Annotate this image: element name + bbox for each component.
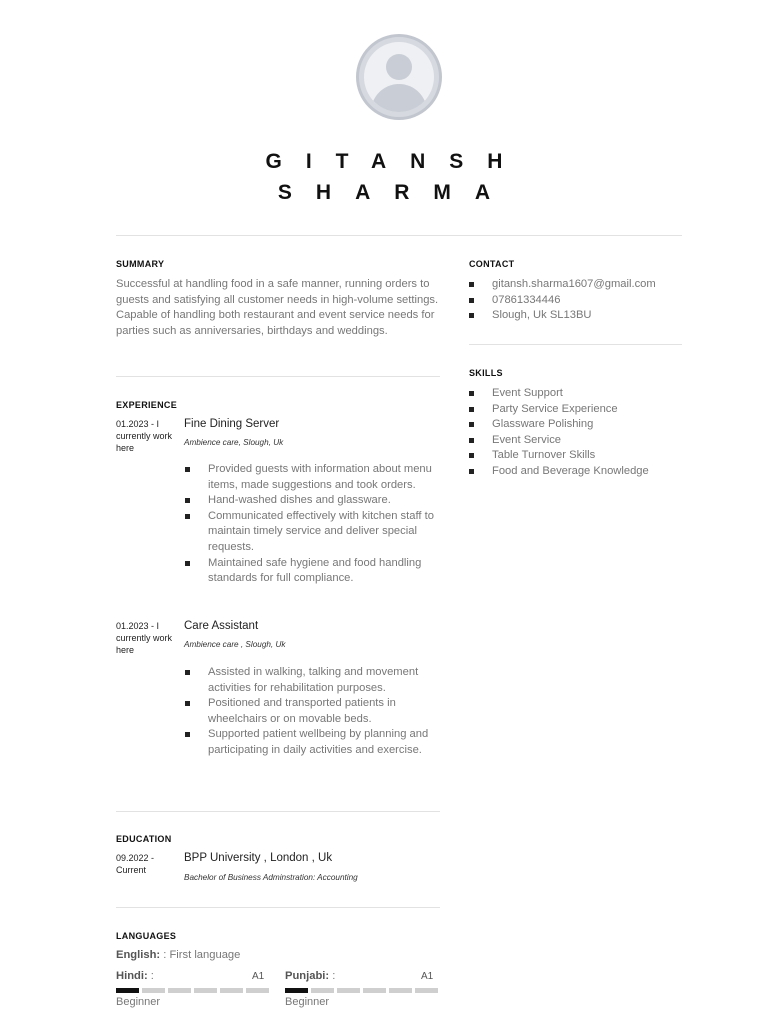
contact-list bbox=[469, 277, 689, 324]
language-name-punjabi: Punjabi: : bbox=[285, 970, 336, 982]
header-divider bbox=[116, 235, 682, 236]
avatar-placeholder-icon bbox=[356, 34, 442, 120]
skill-item: Party Service Experience bbox=[469, 402, 689, 418]
experience-title: EXPERIENCE bbox=[116, 400, 178, 410]
language-level-text: Beginner bbox=[116, 996, 161, 1008]
language-name-hindi: Hindi: : bbox=[116, 970, 154, 982]
job-date: 01.2023 - I currently work here bbox=[116, 419, 173, 453]
education-degree: Bachelor of Business Adminstration: Accounting bbox=[184, 873, 358, 882]
language-level-segment bbox=[220, 988, 243, 993]
name-first: GITANSH bbox=[265, 150, 527, 173]
skill-item: Food and Beverage Knowledge bbox=[469, 464, 689, 480]
skill-item: Table Turnover Skills bbox=[469, 448, 689, 464]
language-code: A1 bbox=[252, 971, 265, 982]
language-native bbox=[116, 949, 240, 961]
language-level-segment bbox=[194, 988, 217, 993]
job-bullet: Communicated effectively with kitchen staff to maintain timely service and deliver special requests. bbox=[185, 509, 437, 556]
education-divider bbox=[116, 907, 440, 908]
language-level-segment bbox=[389, 988, 412, 993]
experience-divider bbox=[116, 811, 440, 812]
language-level-segment bbox=[168, 988, 191, 993]
language-native-name: English: bbox=[116, 949, 161, 961]
job-bullet: Maintained safe hygiene and food handling standards for full compliance. bbox=[185, 556, 437, 587]
contact-title: CONTACT bbox=[469, 259, 515, 269]
job-bullet: Supported patient wellbeing by planning and participating in daily activities and exercise. bbox=[185, 727, 437, 758]
education-date: 09.2022 - Current bbox=[116, 853, 155, 875]
language-level-segment bbox=[337, 988, 360, 993]
language-level-segment bbox=[363, 988, 386, 993]
language-level-segment bbox=[116, 988, 139, 993]
summary-divider bbox=[116, 376, 440, 377]
job-employer: Ambience care, Slough, Uk bbox=[184, 438, 284, 447]
skill-item: Event Service bbox=[469, 433, 689, 449]
job-title: Fine Dining Server bbox=[184, 418, 280, 430]
summary-title: SUMMARY bbox=[116, 259, 165, 269]
language-level-segment bbox=[415, 988, 438, 993]
language-level-segment bbox=[142, 988, 165, 993]
contact-divider bbox=[469, 344, 682, 345]
job-bullet: Provided guests with information about menu items, made suggestions and took orders. bbox=[185, 462, 437, 493]
education-title: EDUCATION bbox=[116, 834, 172, 844]
job-title: Care Assistant bbox=[184, 620, 259, 632]
summary-text: Successful at handling food in a safe manner, running orders to guests and satisfying all customer needs in high-volume settings. Capable of handling both restaurant and event service needs for parties such as anniversaries, birthdays and weddings. bbox=[116, 278, 439, 337]
language-native-level: First language bbox=[169, 949, 241, 961]
language-native-separator: : bbox=[160, 949, 170, 961]
job-bullets bbox=[185, 462, 437, 587]
language-level-segment bbox=[311, 988, 334, 993]
language-level-segment bbox=[246, 988, 269, 993]
languages-title: LANGUAGES bbox=[116, 931, 177, 941]
language-level-text: Beginner bbox=[285, 996, 330, 1008]
job-bullet: Hand-washed dishes and glassware. bbox=[185, 493, 437, 509]
skills-title: SKILLS bbox=[469, 368, 503, 378]
language-level-segment bbox=[285, 988, 308, 993]
skill-item: Event Support bbox=[469, 386, 689, 402]
skill-item: Glassware Polishing bbox=[469, 417, 689, 433]
contact-phone[interactable]: 07861334446 bbox=[469, 293, 689, 309]
job-bullet: Positioned and transported patients in wheelchairs or on movable beds. bbox=[185, 696, 437, 727]
language-level-bar bbox=[116, 988, 269, 993]
education-school: BPP University , London , Uk bbox=[184, 852, 333, 864]
language-code: A1 bbox=[421, 971, 434, 982]
contact-email[interactable]: gitansh.sharma1607@gmail.com bbox=[469, 277, 689, 293]
name-last: SHARMA bbox=[277, 181, 515, 204]
contact-address: Slough, Uk SL13BU bbox=[469, 308, 689, 324]
skills-list bbox=[469, 386, 689, 480]
job-employer: Ambience care , Slough, Uk bbox=[184, 640, 286, 649]
job-bullet: Assisted in walking, talking and movement activities for rehabilitation purposes. bbox=[185, 665, 437, 696]
job-date: 01.2023 - I currently work here bbox=[116, 621, 173, 655]
language-level-bar bbox=[285, 988, 438, 993]
job-bullets bbox=[185, 665, 437, 759]
